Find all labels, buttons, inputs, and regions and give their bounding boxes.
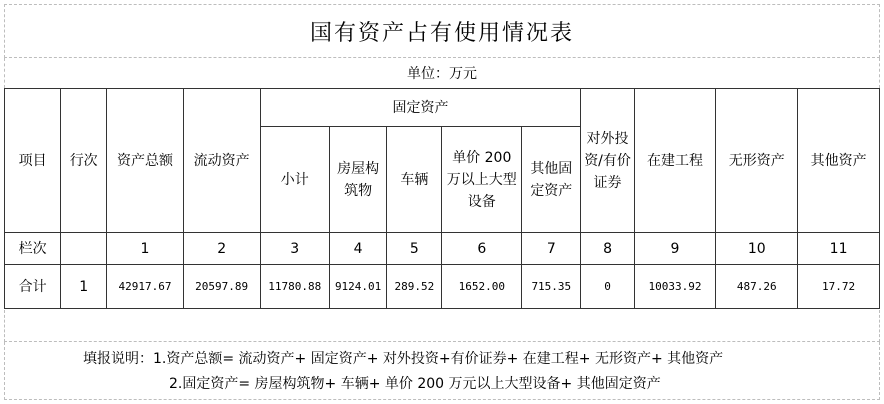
header-large-equipment: 单价 200 万以上大型设备 — [442, 127, 522, 233]
report-title: 国有资产占有使用情况表 — [4, 4, 880, 58]
blank-spacer-row — [4, 310, 880, 342]
total-value-cell: 9124.01 — [330, 265, 387, 309]
instruction-line-2: 2.固定资产= 房屋构筑物+ 车辆+ 单价 200 万元以上大型设备+ 其他固定资产 — [169, 376, 661, 392]
column-number-cell: 2 — [183, 233, 260, 265]
column-number-cell: 7 — [522, 233, 581, 265]
total-value-cell: 1652.00 — [442, 265, 522, 309]
total-value-cell: 289.52 — [387, 265, 442, 309]
header-vehicles: 车辆 — [387, 127, 442, 233]
column-number-cell: 8 — [581, 233, 634, 265]
column-number-cell: 6 — [442, 233, 522, 265]
header-other-fixed: 其他固定资产 — [522, 127, 581, 233]
total-row-no: 1 — [61, 265, 107, 309]
header-buildings: 房屋构筑物 — [330, 127, 387, 233]
asset-table — [4, 88, 880, 309]
column-number-row — [5, 233, 880, 265]
total-value-cell: 715.35 — [522, 265, 581, 309]
filling-instructions — [4, 342, 880, 400]
column-number-cell: 9 — [634, 233, 716, 265]
instruction-line-1: 填报说明：1.资产总额= 流动资产+ 固定资产+ 对外投资+有价证券+ 在建工程+ 无形资产+ 其他资产 — [83, 351, 724, 367]
total-value-cell: 0 — [581, 265, 634, 309]
header-other-assets: 其他资产 — [798, 89, 880, 233]
total-value-cell: 20597.89 — [183, 265, 260, 309]
header-item: 项目 — [5, 89, 61, 233]
column-number-cell: 4 — [330, 233, 387, 265]
column-row-no — [61, 233, 107, 265]
column-number-cell: 5 — [387, 233, 442, 265]
header-row-1 — [5, 89, 880, 127]
header-construction: 在建工程 — [634, 89, 716, 233]
total-value-cell: 17.72 — [798, 265, 880, 309]
header-current-assets: 流动资产 — [183, 89, 260, 233]
total-value-cell: 487.26 — [716, 265, 798, 309]
column-number-cell: 11 — [798, 233, 880, 265]
total-value-cell: 10033.92 — [634, 265, 716, 309]
header-intangible: 无形资产 — [716, 89, 798, 233]
column-number-cell: 3 — [260, 233, 330, 265]
total-row-label: 合计 — [5, 265, 61, 309]
total-value-cell: 11780.88 — [260, 265, 330, 309]
column-number-cell: 10 — [716, 233, 798, 265]
unit-label: 单位：万元 — [4, 58, 880, 88]
header-row-no: 行次 — [61, 89, 107, 233]
column-row-label: 栏次 — [5, 233, 61, 265]
header-fixed-subtotal: 小计 — [260, 127, 330, 233]
total-row — [5, 265, 880, 309]
header-total-assets: 资产总额 — [107, 89, 184, 233]
total-value-cell: 42917.67 — [107, 265, 184, 309]
header-fixed-assets: 固定资产 — [260, 89, 581, 127]
column-number-cell: 1 — [107, 233, 184, 265]
header-external-investment: 对外投资/有价证券 — [581, 89, 634, 233]
